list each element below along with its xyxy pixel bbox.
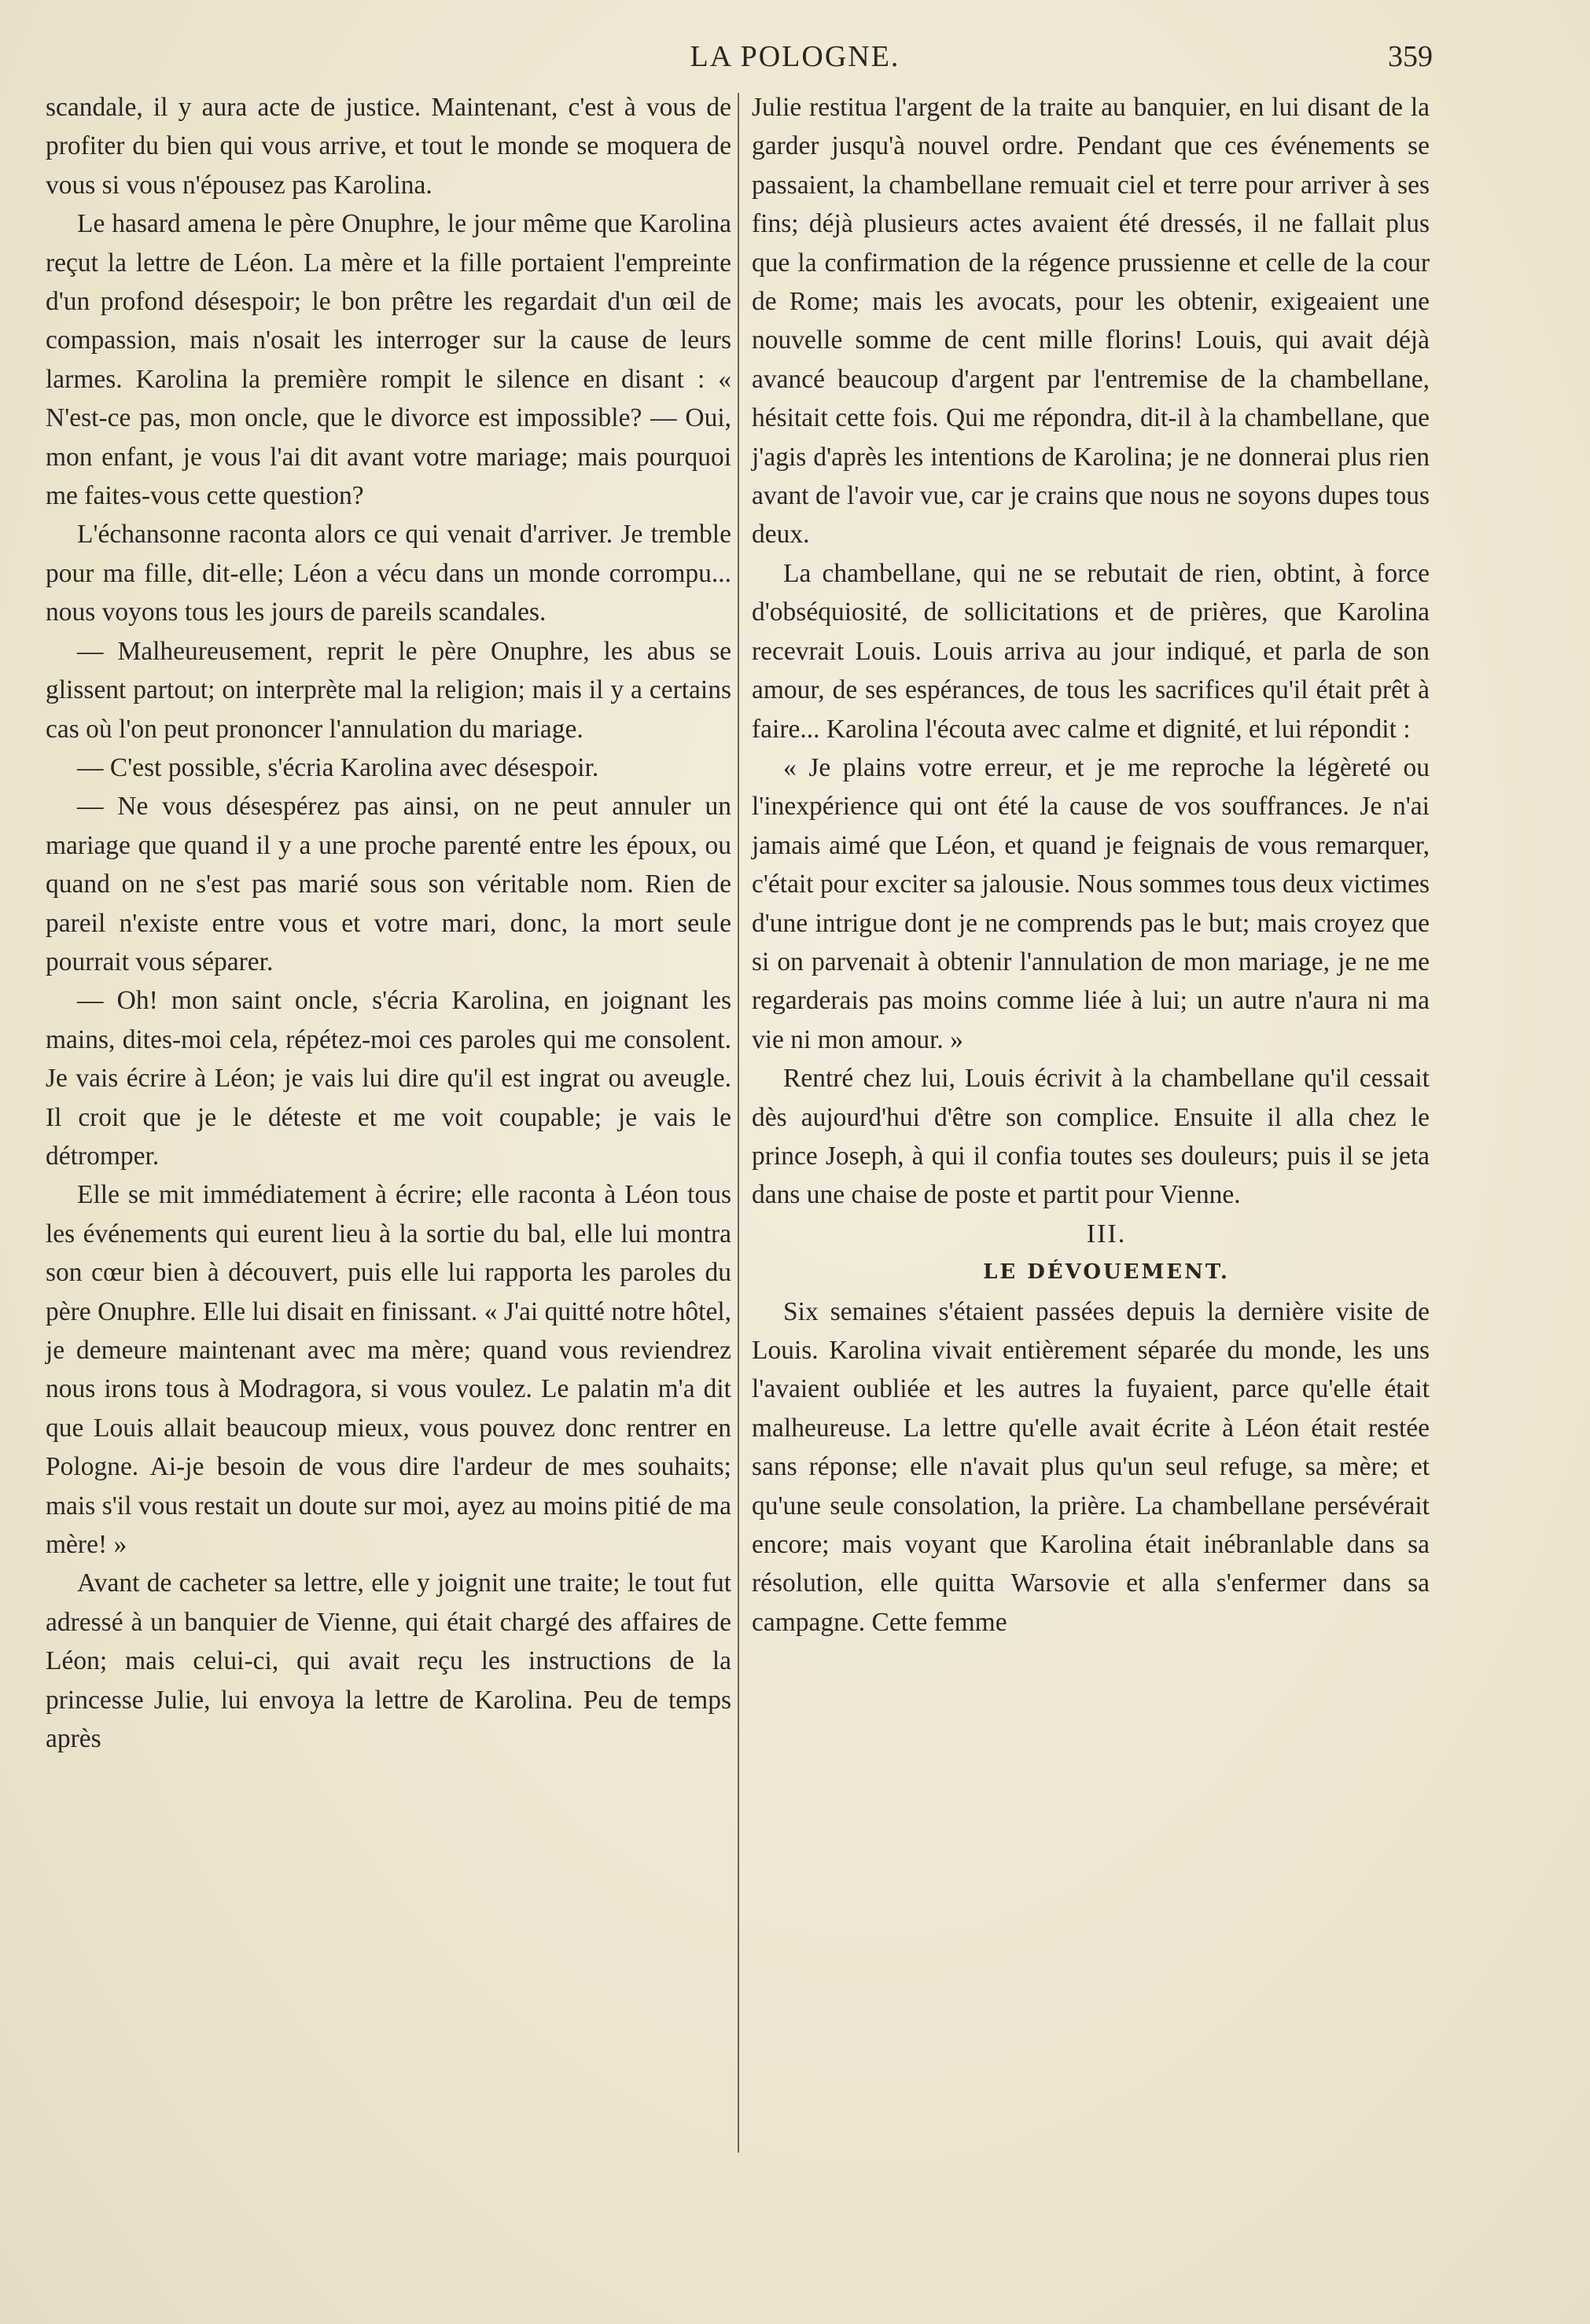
paragraph: La chambellane, qui ne se rebutait de rien, obtint, à force d'obséquiosité, de sollicitations et de prières, que Karolina recevrait Louis. Louis arriva au jour indiqué, et parla de son amour, de ses espérances, de tous les sacrifices qu'il était prêt à faire... Karolina l'écouta avec calme et dignité, et lui répondit :: [752, 558, 1430, 744]
paragraph: — Oh! mon saint oncle, s'écria Karolina, en joignant les mains, dites-moi cela, répétez-moi ces paroles qui me consolent. Je vais écrire à Léon; je vais lui dire qu'il est ingrat ou aveugle. Il croit que je le déteste et me voit coupable; je vais le détromper.: [46, 986, 731, 1171]
left-column: [46, 88, 731, 1758]
paragraph: — Ne vous désespérez pas ainsi, on ne peut annuler un mariage que quand il y a une proche parenté entre les époux, ou quand on ne s'est pas marié sous son véritable nom. Rien de pareil n'existe entre vous et votre mari, donc, la mort seule pourrait vous séparer.: [46, 792, 731, 976]
paragraph: scandale, il y aura acte de justice. Maintenant, c'est à vous de profiter du bien qui vous arrive, et tout le monde se moquera de vous si vous n'épousez pas Karolina.: [46, 93, 731, 200]
paragraph: Six semaines s'étaient passées depuis la dernière visite de Louis. Karolina vivait entièrement séparée du monde, les uns l'avaient oubliée et les autres la fuyaient, parce qu'elle était malheureuse. La lettre qu'elle avait écrite à Léon était restée sans réponse; elle n'avait plus qu'un seul refuge, sa mère; et qu'une seule consolation, la prière. La chambellane persévérait encore; mais voyant que Karolina était inébranlable dans sa résolution, elle quitta Warsovie et alla s'enfermer dans sa campagne. Cette femme: [752, 1296, 1430, 1637]
page-number: 359: [1388, 40, 1433, 73]
section-title: LE DÉVOUEMENT.: [983, 1260, 1230, 1285]
paragraph: Elle se mit immédiatement à écrire; elle raconta à Léon tous les événements qui eurent lieu à la sortie du bal, elle lui montra son cœur bien à découvert, puis elle lui rapporta les paroles du père Onuphre. Elle lui disait en finissant. « J'ai quitté notre hôtel, je demeure maintenant avec ma mère; quand vous reviendrez nous irons tous à Modragora, si vous voulez. Le palatin m'a dit que Louis allait beaucoup mieux, vous pouvez donc rentrer en Pologne. Ai-je besoin de vous dire l'ardeur de mes souhaits; mais s'il vous restait un doute sur moi, ayez au moins pitié de ma mère! »: [46, 1180, 731, 1560]
running-title: LA POLOGNE.: [690, 40, 900, 73]
paragraph: « Je plains votre erreur, et je me reproche la légèreté ou l'inexpérience qui ont été la cause de vos souffrances. Je n'ai jamais aimé que Léon, et quand je feignais de vous remarquer, c'était pour exciter sa jalousie. Nous sommes tous deux victimes d'une intrigue dont je ne comprends pas le but; mais croyez que si on parvenait à obtenir l'annulation de mon mariage, je ne me regarderais pas moins comme liée à lui; un autre n'aura ni ma vie ni mon amour. »: [752, 752, 1430, 1054]
section-number: III.: [1086, 1219, 1127, 1248]
paragraph: Rentré chez lui, Louis écrivit à la chambellane qu'il cessait dès aujourd'hui d'être son complice. Ensuite il alla chez le prince Joseph, à qui il confia toutes ses douleurs; puis il se jeta dans une chaise de poste et partit pour Vienne.: [752, 1064, 1430, 1210]
paragraph: — Malheureusement, reprit le père Onuphre, les abus se glissent partout; on interprète mal la religion; mais il y a certains cas où l'on peut prononcer l'annulation du mariage.: [46, 636, 731, 744]
column-divider: [738, 93, 739, 2153]
paragraph: Le hasard amena le père Onuphre, le jour même que Karolina reçut la lettre de Léon. La mère et la fille portaient l'empreinte d'un profond désespoir; le bon prêtre les regardait d'un œil de compassion, mais n'osait les interroger sur la cause de leurs larmes. Karolina la première rompit le silence en disant : « N'est-ce pas, mon oncle, que le divorce est impossible? — Oui, mon enfant, je vous l'ai dit avant votre mariage; mais pourquoi me faites-vous cette question?: [46, 209, 731, 511]
right-column: [752, 88, 1430, 1642]
paragraph: L'échansonne raconta alors ce qui venait d'arriver. Je tremble pour ma fille, dit-elle; Léon a vécu dans un monde corrompu... nous voyons tous les jours de pareils scandales.: [46, 520, 731, 627]
paragraph: Julie restitua l'argent de la traite au banquier, en lui disant de la garder jusqu'à nouvel ordre. Pendant que ces événements se passaient, la chambellane remuait ciel et terre pour arriver à ses fins; déjà plusieurs actes avaient été dressés, il ne fallait plus que la confirmation de la régence prussienne et celle de la cour de Rome; mais les avocats, pour les obtenir, exigeaient une nouvelle somme de cent mille florins! Louis, qui avait déjà avancé beaucoup d'argent par l'entremise de la chambellane, hésitait cette fois. Qui me répondra, dit-il à la chambellane, que j'agis d'après les intentions de Karolina; je ne donnerai plus rien avant de l'avoir vue, car je crains que nous ne soyons dupes tous deux.: [752, 93, 1430, 550]
paragraph: Avant de cacheter sa lettre, elle y joignit une traite; le tout fut adressé à un banquier de Vienne, qui était chargé des affaires de Léon; mais celui-ci, qui avait reçu les instructions de la princesse Julie, lui envoya la lettre de Karolina. Peu de temps après: [46, 1568, 731, 1754]
paragraph: — C'est possible, s'écria Karolina avec désespoir.: [77, 752, 599, 782]
